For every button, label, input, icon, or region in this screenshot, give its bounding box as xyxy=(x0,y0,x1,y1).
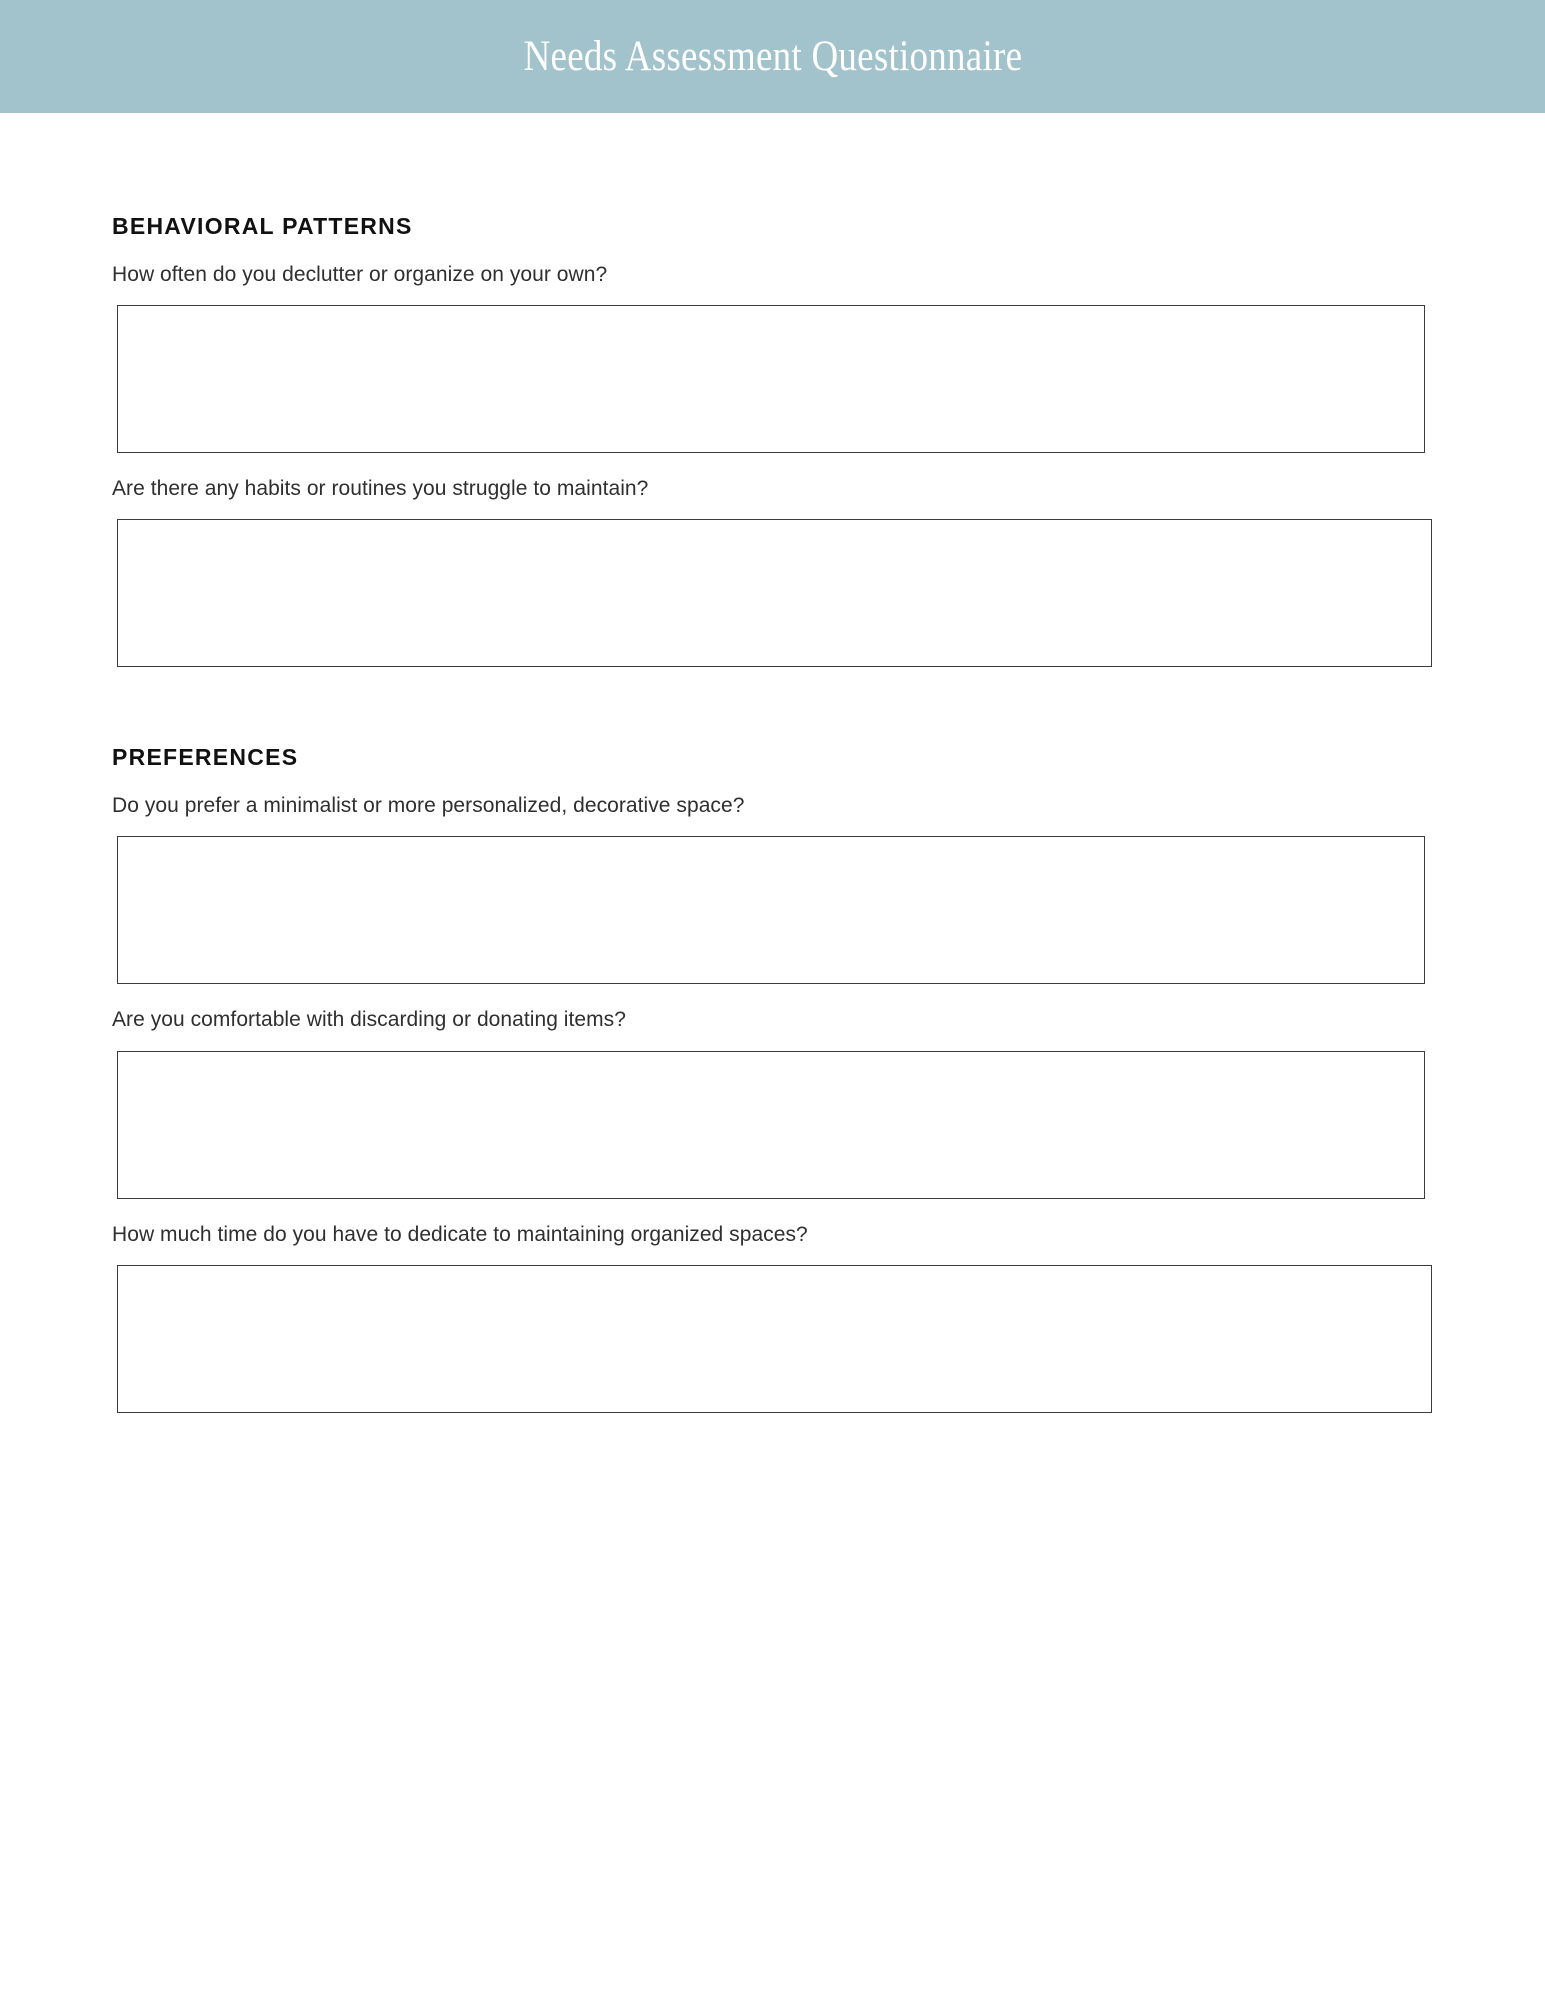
section-behavioral-patterns xyxy=(0,213,1545,667)
question-label-declutter-frequency: How often do you declutter or organize on your own? xyxy=(112,262,608,286)
answer-box-habits-struggle[interactable] xyxy=(117,519,1432,667)
question-block xyxy=(112,475,1545,667)
question-block xyxy=(112,1221,1545,1413)
question-block xyxy=(112,792,1545,984)
section-preferences xyxy=(0,744,1545,1413)
question-label-habits-struggle: Are there any habits or routines you struggle to maintain? xyxy=(112,476,649,500)
answer-box-time-available[interactable] xyxy=(117,1265,1432,1413)
section-heading-preferences: PREFERENCES xyxy=(112,744,299,771)
page-header-banner xyxy=(0,0,1545,113)
question-label-discard-or-donate: Are you comfortable with discarding or donating items? xyxy=(112,1008,626,1032)
question-label-time-available: How much time do you have to dedicate to maintaining organized spaces? xyxy=(112,1222,808,1246)
answer-box-declutter-frequency[interactable] xyxy=(117,305,1425,453)
question-label-minimalist-or-decorative: Do you prefer a minimalist or more personalized, decorative space? xyxy=(112,793,745,817)
answer-box-discard-or-donate[interactable] xyxy=(117,1051,1425,1199)
question-block xyxy=(112,1006,1545,1198)
section-heading-behavioral-patterns: BEHAVIORAL PATTERNS xyxy=(112,213,413,239)
page-title: Needs Assessment Questionnaire xyxy=(523,33,1022,80)
questionnaire-body xyxy=(0,113,1545,1413)
answer-box-minimalist-or-decorative[interactable] xyxy=(117,836,1425,984)
question-block xyxy=(112,261,1545,453)
